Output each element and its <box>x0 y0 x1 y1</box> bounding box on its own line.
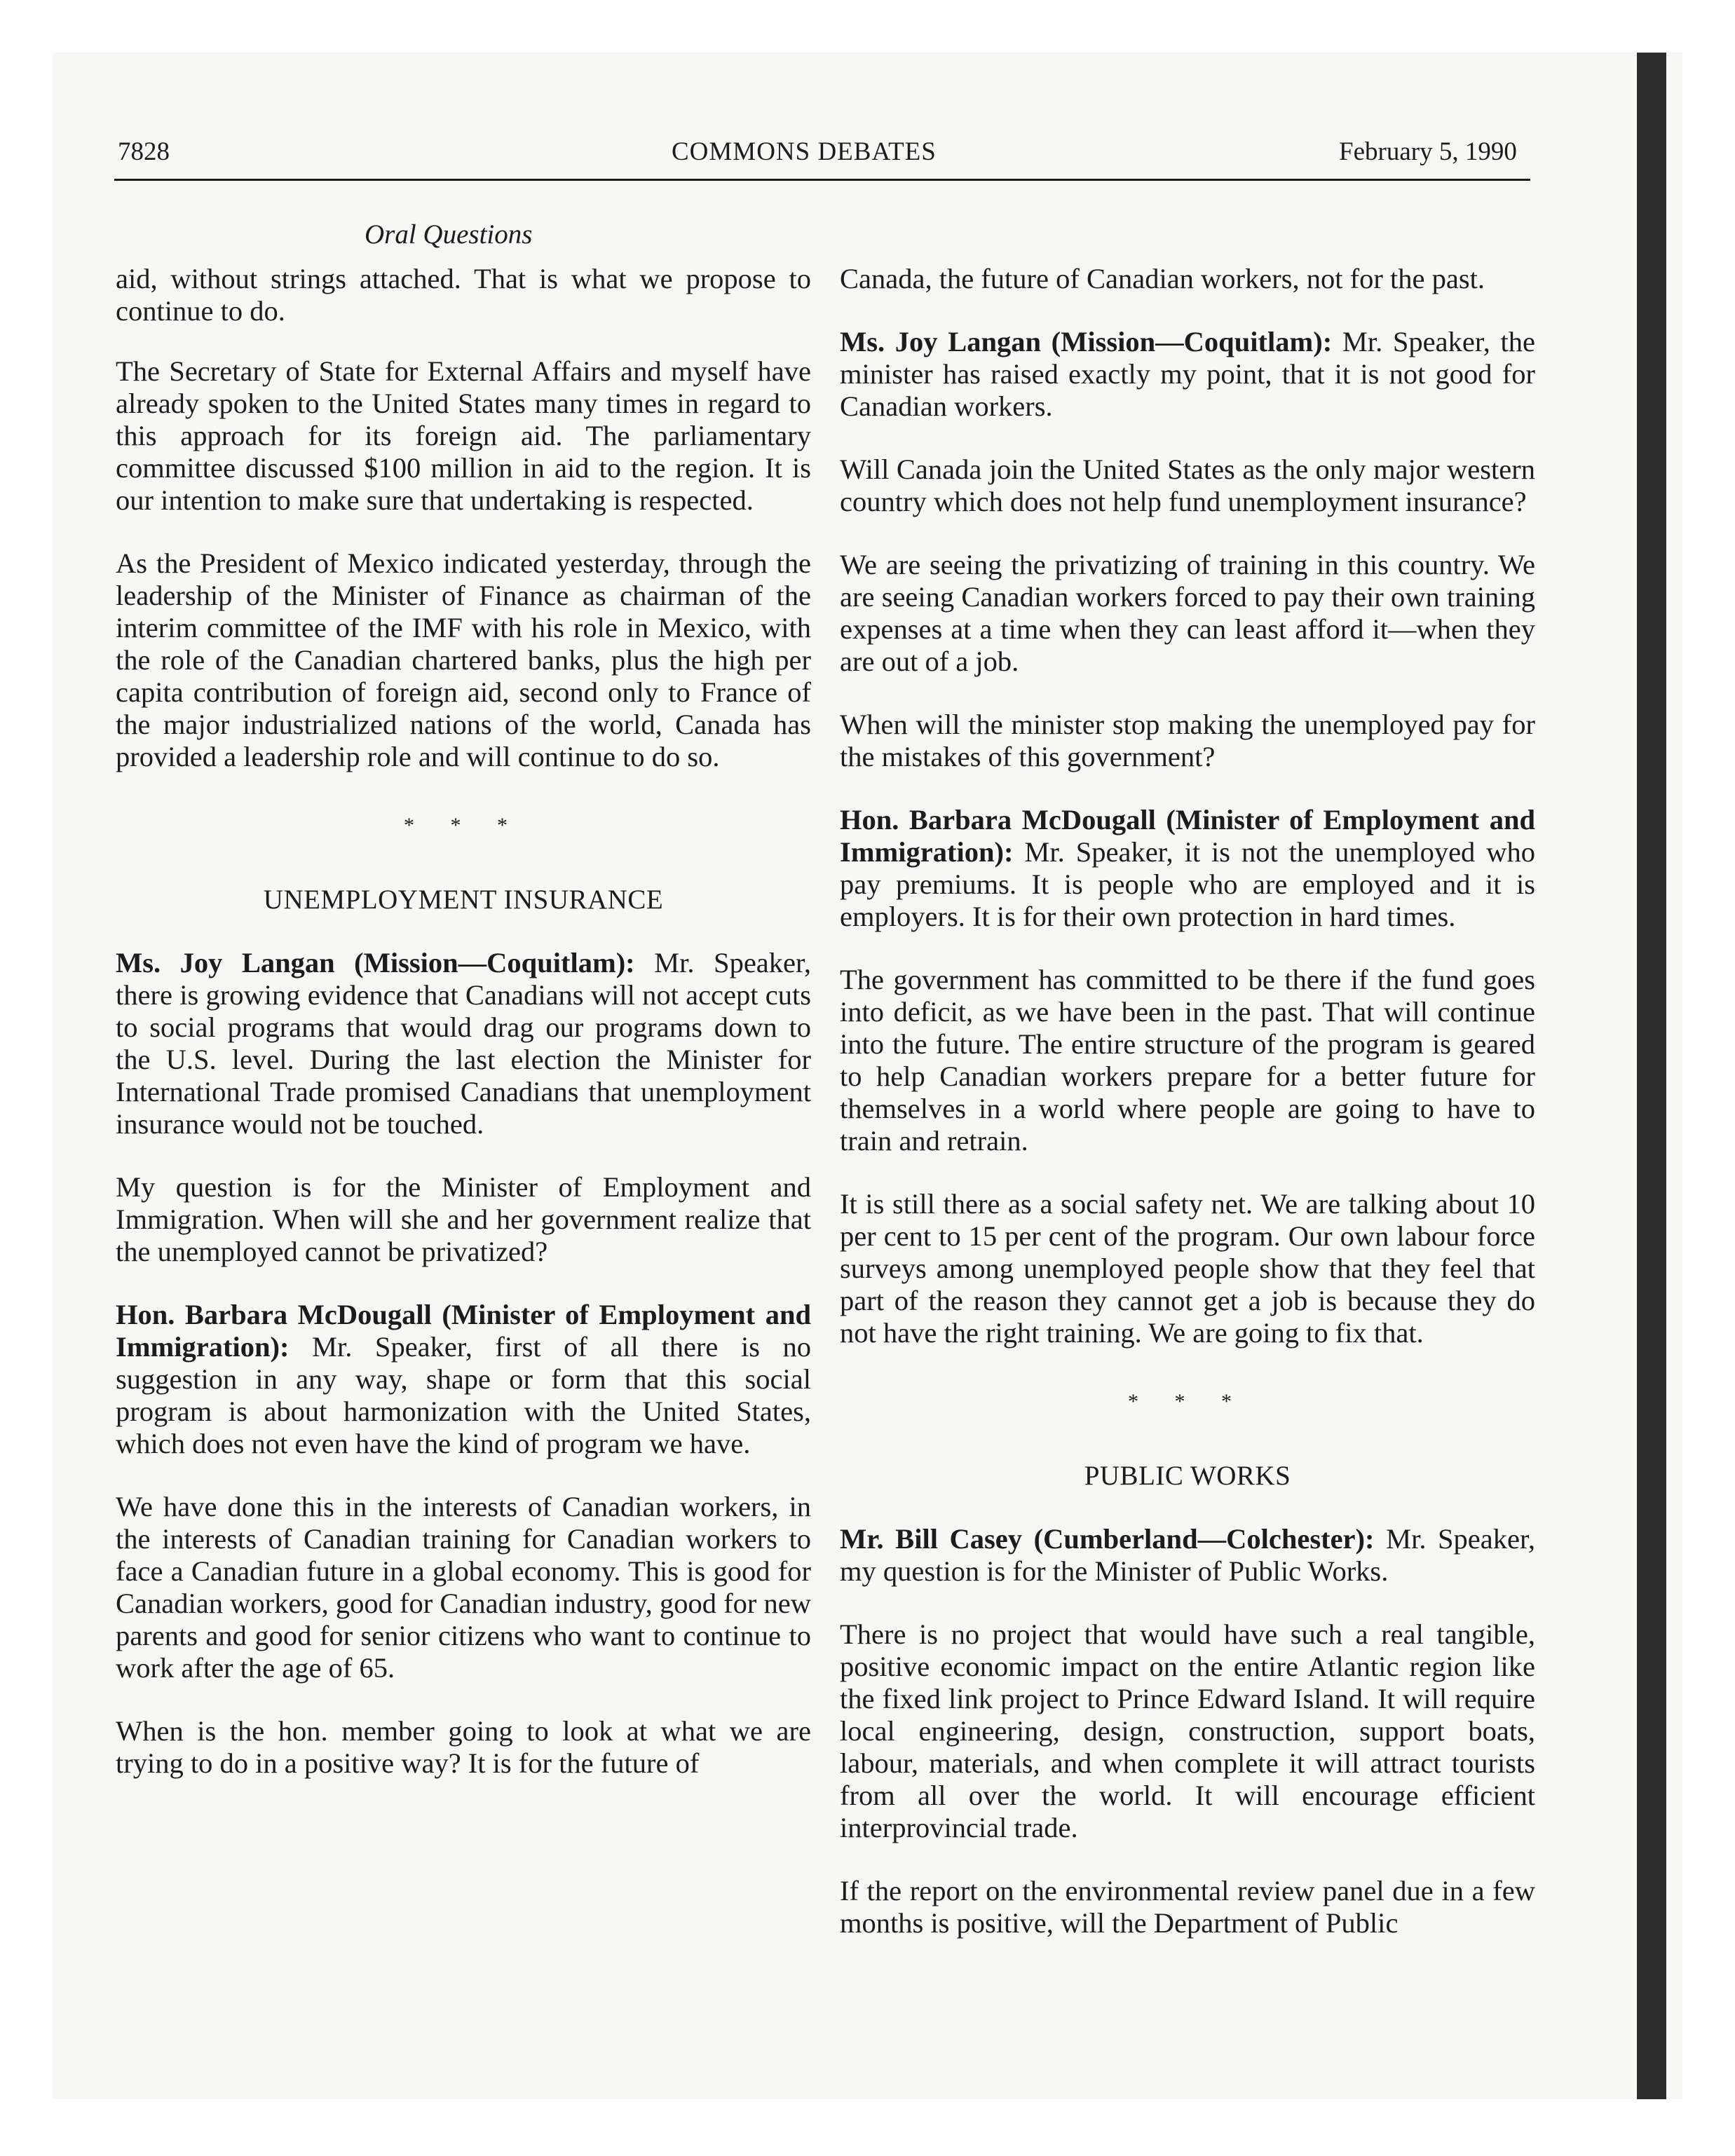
paragraph: We have done this in the interests of Canadian workers, in the interests of Canadian training for Canadian workers to face a Canadian future in a global economy. This is good for Canadian workers, good for Canadian industry, good for new parents and good for senior citizens who want to continue to work after the age of 65. <box>116 1491 811 1684</box>
speech-text: Mr. Speaker, first of all there is no suggestion in any way, shape or form that this social program is about harmonization with the United States, which does not even have the kind of program we have. <box>116 1331 811 1459</box>
speaker-name: Hon. Barbara McDougall (Minister of Employment and Immigration): <box>116 1299 811 1363</box>
running-head: COMMONS DEBATES <box>672 137 937 166</box>
paragraph <box>116 1299 811 1460</box>
section-label: Oral Questions <box>365 219 533 250</box>
page-date: February 5, 1990 <box>1339 137 1517 166</box>
paragraph: The Secretary of State for External Affairs and myself have already spoken to the United States many times in regard to this approach for its foreign aid. The parliamentary committee discussed $100 million in aid to the region. It is our intention to make sure that undertaking is respected. <box>116 355 811 516</box>
paragraph: When is the hon. member going to look at what we are trying to do in a positive way? It is for the future of <box>116 1715 811 1779</box>
paragraph: aid, without strings attached. That is what we propose to continue to do. <box>116 263 811 327</box>
paragraph: My question is for the Minister of Employment and Immigration. When will she and her government realize that the unemployed cannot be privatized? <box>116 1171 811 1267</box>
speech-text: Mr. Speaker, the minister has raised exactly my point, that it is not good for Canadian workers. <box>840 326 1535 422</box>
paragraph <box>840 326 1535 423</box>
speaker-name: Ms. Joy Langan (Mission—Coquitlam): <box>840 326 1333 357</box>
paragraph: When will the minister stop making the unemployed pay for the mistakes of this government? <box>840 709 1535 772</box>
paragraph <box>116 947 811 1140</box>
scan-edge-bar <box>1637 53 1666 2099</box>
speech-text: Mr. Speaker, there is growing evidence that Canadians will not accept cuts to social programs that would drag our programs down to the U.S. level. During the last election the Minister for International Trade promised Canadians that unemployment insurance would not be touched. <box>116 947 811 1140</box>
paragraph: Canada, the future of Canadian workers, not for the past. <box>840 263 1485 294</box>
paragraph: If the report on the environmental review panel due in a few months is positive, will the Department of Public <box>840 1875 1535 1939</box>
header-rule <box>114 179 1530 181</box>
paragraph: There is no project that would have such a real tangible, positive economic impact on the entire Atlantic region like the fixed link project to Prince Edward Island. It will require local engineering, design, construction, support boats, labour, materials, and when complete it will attract tourists from all over the world. It will encourage efficient interprovincial trade. <box>840 1618 1535 1843</box>
paragraph: Will Canada join the United States as the only major western country which does not help fund unemployment insurance? <box>840 453 1535 517</box>
section-separator: * * * <box>404 814 523 837</box>
speaker-name: Hon. Barbara McDougall (Minister of Employment and Immigration): <box>840 804 1535 868</box>
section-separator: * * * <box>1128 1390 1247 1413</box>
speech-text: Mr. Speaker, my question is for the Minister of Public Works. <box>840 1523 1535 1587</box>
left-column <box>116 263 811 1810</box>
page-number: 7828 <box>118 137 170 166</box>
paragraph: It is still there as a social safety net. We are talking about 10 per cent to 15 per cent of the program. Our own labour force surveys among unemployed people show that they feel that part of the reason they cannot get a job is because they do not have the right training. We are going to fix that. <box>840 1188 1535 1349</box>
speaker-name: Mr. Bill Casey (Cumberland—Colchester): <box>840 1523 1375 1555</box>
speaker-name: Ms. Joy Langan (Mission—Coquitlam): <box>116 947 635 978</box>
paragraph: The government has committed to be there if the fund goes into deficit, as we have been in the past. That will continue into the future. The entire structure of the program is geared to help Canadian workers prepare for a better future for themselves in a world where people are going to have to train and retrain. <box>840 964 1535 1157</box>
section-heading: UNEMPLOYMENT INSURANCE <box>263 885 664 915</box>
right-column <box>840 263 1535 1970</box>
paragraph <box>840 804 1535 933</box>
paragraph: We are seeing the privatizing of training in this country. We are seeing Canadian workers forced to pay their own training expenses at a time when they can least afford it—when they are out of a job. <box>840 549 1535 677</box>
speech-text: Mr. Speaker, it is not the unemployed who pay premiums. It is people who are employed and it is employers. It is for their own protection in hard times. <box>840 836 1535 932</box>
paragraph: As the President of Mexico indicated yesterday, through the leadership of the Minister of Finance as chairman of the interim committee of the IMF with his role in Mexico, with the role of the Canadian chartered banks, plus the high per capita contribution of foreign aid, second only to France of the major industrialized nations of the world, Canada has provided a leadership role and will continue to do so. <box>116 547 811 772</box>
paragraph <box>840 1523 1535 1588</box>
section-heading: PUBLIC WORKS <box>1084 1461 1291 1491</box>
